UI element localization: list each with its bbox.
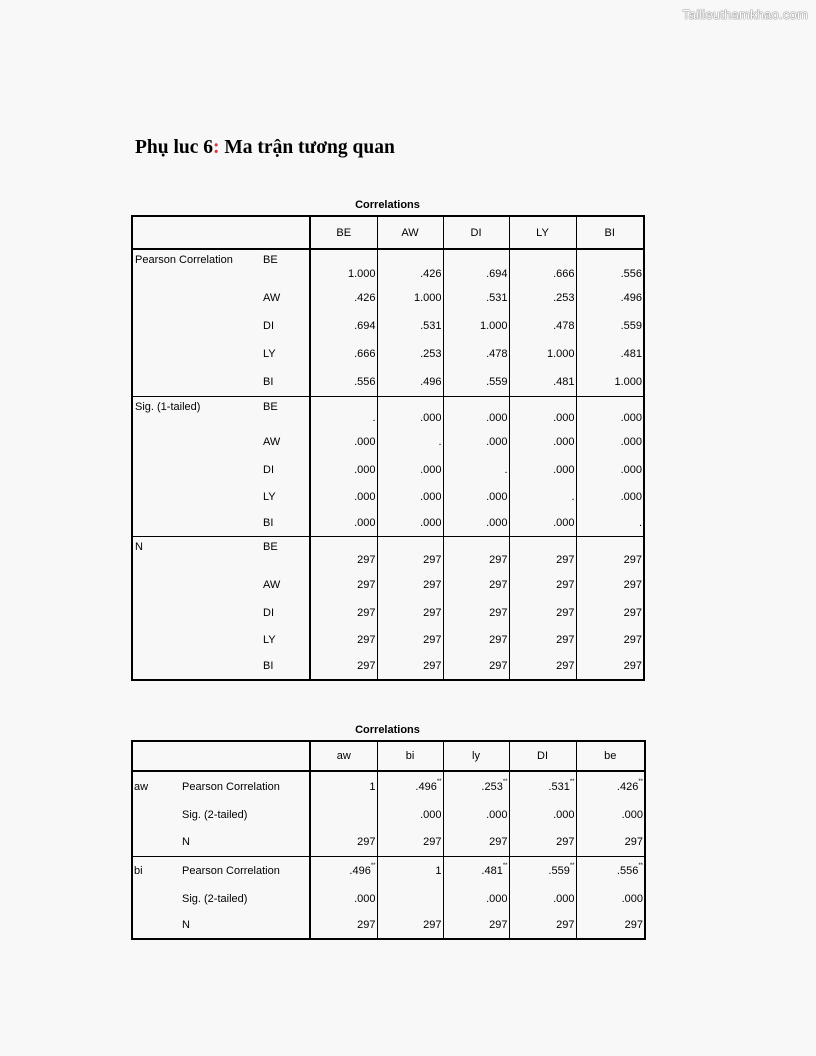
table-cell: .478 — [509, 312, 576, 340]
header-blank — [132, 741, 181, 771]
cell-value: .000 — [621, 892, 643, 905]
table-cell: .000 — [443, 428, 509, 456]
table-cell — [443, 829, 509, 856]
table-row — [132, 456, 644, 483]
table-row — [132, 653, 644, 680]
group-label — [132, 284, 262, 312]
significance-mark: ** — [638, 778, 643, 785]
cell-value: 297 — [357, 919, 376, 931]
row-variable: DI — [262, 312, 310, 340]
group-label — [132, 801, 181, 829]
table-cell: 297 — [443, 599, 509, 626]
table-row — [132, 249, 644, 284]
table-cell: 297 — [443, 653, 509, 680]
table1-caption: Correlations — [355, 199, 420, 211]
table-cell: .000 — [576, 483, 644, 510]
table-cell: .000 — [310, 428, 377, 456]
column-header: ly — [443, 741, 509, 771]
cell-value: .000 — [621, 809, 643, 821]
table-cell: .000 — [443, 396, 509, 428]
heading-title: Ma trận tương quan — [219, 137, 395, 158]
table-cell: 1.000 — [377, 284, 443, 312]
row-variable: DI — [262, 456, 310, 483]
significance-mark: ** — [436, 778, 442, 785]
row-statistic: N — [181, 912, 310, 939]
table-cell: .000 — [509, 396, 576, 428]
table-row — [132, 570, 644, 599]
table-cell — [576, 801, 645, 829]
row-variable: BE — [262, 249, 310, 284]
header-blank — [132, 216, 262, 249]
table-cell: 297 — [576, 653, 644, 680]
table-cell: .556 — [310, 368, 377, 396]
table-cell: .000 — [576, 428, 644, 456]
page-heading — [135, 137, 395, 159]
table-cell — [310, 885, 377, 912]
table-cell: 297 — [576, 536, 644, 570]
cell-value: .426 — [616, 780, 639, 793]
table-cell: 297 — [576, 599, 644, 626]
cell-value: 297 — [556, 836, 575, 849]
table-cell — [509, 885, 576, 912]
table-row — [132, 885, 645, 912]
row-variable: BE — [262, 536, 310, 570]
table-cell — [377, 801, 443, 829]
group-label — [132, 912, 181, 939]
cell-value: .531 — [548, 780, 570, 793]
table-cell: . — [509, 483, 576, 510]
table-row — [132, 396, 644, 428]
heading-colon: : — [213, 137, 220, 158]
table-cell: 297 — [310, 536, 377, 570]
cell-value: 297 — [624, 836, 643, 849]
table-cell — [443, 856, 509, 885]
table-row — [132, 510, 644, 536]
group-label — [132, 829, 181, 856]
header-blank — [262, 216, 310, 249]
table-cell: .496 — [576, 284, 644, 312]
table-cell — [576, 912, 645, 939]
table-row — [132, 312, 644, 340]
table-cell: .559 — [576, 312, 644, 340]
table-row — [132, 856, 645, 885]
table-row — [132, 599, 644, 626]
table-cell — [576, 885, 645, 912]
row-statistic: Sig. (2-tailed) — [181, 801, 310, 829]
cell-value: .000 — [486, 892, 508, 905]
row-statistic: Pearson Correlation — [181, 856, 310, 885]
table-cell: .559 — [443, 368, 509, 396]
table-row — [132, 340, 644, 368]
table-cell: 297 — [443, 570, 509, 599]
table-row — [132, 536, 644, 570]
row-statistic: Pearson Correlation — [181, 771, 310, 801]
table-cell: .253 — [377, 340, 443, 368]
row-variable: BE — [262, 396, 310, 428]
table-cell: . — [310, 396, 377, 428]
table-cell — [443, 771, 509, 801]
table-cell: .481 — [509, 368, 576, 396]
table-cell: .000 — [509, 510, 576, 536]
table-cell: 297 — [310, 570, 377, 599]
table-cell: .556 — [576, 249, 644, 284]
group-label — [132, 312, 262, 340]
cell-value: 297 — [556, 919, 575, 931]
table-cell — [509, 801, 576, 829]
cell-value: .559 — [548, 864, 570, 877]
row-statistic: N — [181, 829, 310, 856]
table-cell: 297 — [310, 599, 377, 626]
table-cell: .253 — [509, 284, 576, 312]
table-cell: .666 — [509, 249, 576, 284]
table-cell: .000 — [310, 510, 377, 536]
column-header: bi — [377, 741, 443, 771]
table-cell: .000 — [377, 456, 443, 483]
table-cell — [443, 801, 509, 829]
group-label — [132, 885, 181, 912]
row-variable: AW — [262, 428, 310, 456]
cell-value: .000 — [553, 892, 575, 905]
table-cell: .694 — [443, 249, 509, 284]
column-header: DI — [443, 216, 509, 249]
table-row — [132, 284, 644, 312]
table-cell: 297 — [509, 626, 576, 653]
table-cell — [310, 912, 377, 939]
cell-value: 297 — [423, 836, 442, 849]
header-blank — [181, 741, 310, 771]
table-row — [132, 801, 645, 829]
row-variable: LY — [262, 626, 310, 653]
table-cell — [310, 771, 377, 801]
table-cell — [576, 829, 645, 856]
group-label: Sig. (1-tailed) — [132, 396, 262, 428]
table-row — [132, 483, 644, 510]
table-cell: .481 — [576, 340, 644, 368]
cell-value: 1 — [369, 780, 376, 793]
row-variable: LY — [262, 340, 310, 368]
table-cell — [377, 885, 443, 912]
table-cell — [443, 912, 509, 939]
column-header: LY — [509, 216, 576, 249]
cell-value: 297 — [423, 919, 442, 931]
table-row — [132, 829, 645, 856]
table-row — [132, 368, 644, 396]
table-cell: 297 — [509, 599, 576, 626]
table-cell: 297 — [377, 599, 443, 626]
group-label — [132, 653, 262, 680]
table-cell — [310, 829, 377, 856]
table-cell: .000 — [576, 456, 644, 483]
significance-mark: ** — [370, 862, 376, 869]
table-cell — [509, 856, 576, 885]
column-header: BE — [310, 216, 377, 249]
table-row — [132, 428, 644, 456]
group-label: aw — [132, 771, 181, 801]
correlations-table-2 — [131, 740, 646, 940]
table-cell: 297 — [310, 653, 377, 680]
header-row — [132, 741, 645, 771]
group-label — [132, 599, 262, 626]
row-variable: LY — [262, 483, 310, 510]
table-cell: .000 — [310, 456, 377, 483]
significance-mark: ** — [502, 862, 508, 869]
row-variable: AW — [262, 284, 310, 312]
column-header: AW — [377, 216, 443, 249]
row-variable: BI — [262, 510, 310, 536]
cell-value: .481 — [481, 864, 503, 877]
group-label: Pearson Correlation — [132, 249, 262, 284]
group-label — [132, 428, 262, 456]
table-cell: 297 — [377, 653, 443, 680]
watermark: Tailieuthamkhao.com — [682, 7, 808, 22]
heading-prefix: Phụ luc 6 — [135, 137, 214, 158]
group-label — [132, 626, 262, 653]
row-variable: BI — [262, 653, 310, 680]
table-cell: 297 — [443, 626, 509, 653]
table-cell: .000 — [509, 456, 576, 483]
significance-mark: ** — [569, 862, 575, 869]
group-label — [132, 570, 262, 599]
table-cell: .426 — [377, 249, 443, 284]
table-row — [132, 912, 645, 939]
table-cell: . — [576, 510, 644, 536]
table-cell — [576, 771, 645, 801]
cell-value: .253 — [481, 780, 503, 793]
cell-value: 297 — [357, 836, 376, 849]
row-variable: DI — [262, 599, 310, 626]
table-cell — [576, 856, 645, 885]
group-label — [132, 483, 262, 510]
table-cell: . — [443, 456, 509, 483]
table-cell: 297 — [443, 536, 509, 570]
table-cell: .000 — [443, 483, 509, 510]
correlations-table-1 — [131, 215, 645, 681]
table-cell — [443, 885, 509, 912]
cell-value: .496 — [349, 864, 371, 877]
table-cell — [377, 771, 443, 801]
table-cell — [377, 829, 443, 856]
table-row — [132, 771, 645, 801]
column-header: be — [576, 741, 645, 771]
table-cell: .496 — [377, 368, 443, 396]
table-cell: .478 — [443, 340, 509, 368]
table-cell: . — [377, 428, 443, 456]
table2-caption: Correlations — [355, 724, 420, 736]
group-label — [132, 340, 262, 368]
table-cell: .694 — [310, 312, 377, 340]
table-cell: 297 — [310, 626, 377, 653]
cell-value: .496 — [415, 780, 437, 793]
table-cell: .000 — [377, 483, 443, 510]
column-header: aw — [310, 741, 377, 771]
group-label — [132, 456, 262, 483]
cell-value: .556 — [616, 864, 639, 877]
table-cell: 1.000 — [310, 249, 377, 284]
table-cell — [377, 856, 443, 885]
table-cell: .666 — [310, 340, 377, 368]
table-cell: 297 — [377, 626, 443, 653]
column-header: DI — [509, 741, 576, 771]
table-cell — [509, 771, 576, 801]
table-cell: 1.000 — [443, 312, 509, 340]
row-statistic: Sig. (2-tailed) — [181, 885, 310, 912]
significance-mark: ** — [569, 778, 575, 785]
cell-value: .000 — [553, 809, 575, 821]
group-label: bi — [132, 856, 181, 885]
group-label — [132, 510, 262, 536]
table-cell: 297 — [377, 536, 443, 570]
group-label — [132, 368, 262, 396]
significance-mark: ** — [638, 862, 643, 869]
table-cell: .000 — [310, 483, 377, 510]
table-cell — [509, 912, 576, 939]
table-cell: 1.000 — [576, 368, 644, 396]
table-cell: .000 — [509, 428, 576, 456]
header-row — [132, 216, 644, 249]
cell-value: 1 — [435, 864, 442, 877]
cell-value: 297 — [489, 919, 508, 931]
significance-mark: ** — [502, 778, 508, 785]
table-cell: 297 — [377, 570, 443, 599]
table-cell: .000 — [443, 510, 509, 536]
cell-value: 297 — [489, 836, 508, 849]
table-cell: .426 — [310, 284, 377, 312]
cell-value: .000 — [420, 809, 442, 821]
table-row — [132, 626, 644, 653]
table-cell: .531 — [443, 284, 509, 312]
column-header: BI — [576, 216, 644, 249]
table-cell — [310, 856, 377, 885]
cell-value: 297 — [624, 919, 643, 931]
table-cell — [310, 801, 377, 829]
cell-value: .000 — [354, 892, 376, 905]
table-cell: .000 — [377, 510, 443, 536]
table-cell: .531 — [377, 312, 443, 340]
table-cell: .000 — [377, 396, 443, 428]
table-cell: 1.000 — [509, 340, 576, 368]
table-cell: 297 — [576, 570, 644, 599]
row-variable: BI — [262, 368, 310, 396]
table-cell — [509, 829, 576, 856]
table-cell: 297 — [509, 570, 576, 599]
table-cell: 297 — [509, 536, 576, 570]
row-variable: AW — [262, 570, 310, 599]
table-cell — [377, 912, 443, 939]
group-label: N — [132, 536, 262, 570]
table-cell: 297 — [509, 653, 576, 680]
table-cell: .000 — [576, 396, 644, 428]
table-cell: 297 — [576, 626, 644, 653]
cell-value: .000 — [486, 809, 508, 821]
